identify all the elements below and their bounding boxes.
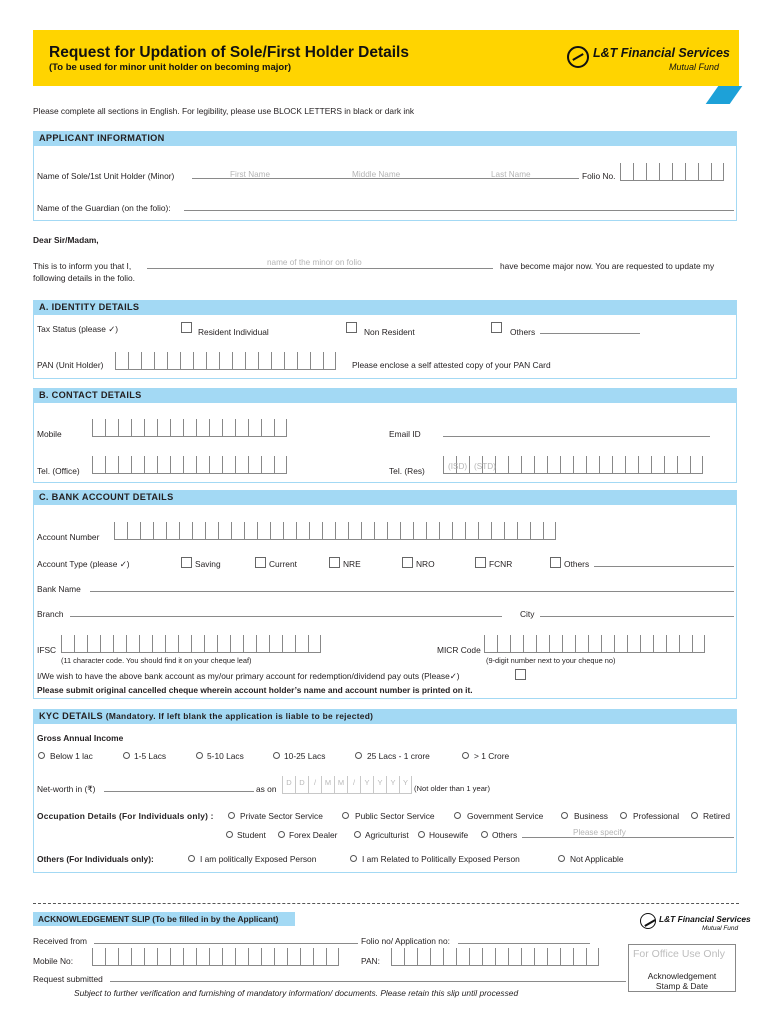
income-option-4: 10-25 Lacs (284, 751, 326, 761)
income-option-2: 1-5 Lacs (134, 751, 167, 761)
occupation-radio-forex[interactable] (278, 831, 285, 838)
bank-name-field[interactable] (90, 591, 734, 592)
nre-checkbox[interactable] (329, 557, 340, 568)
email-label: Email ID (389, 429, 421, 439)
occupation-radio-others[interactable] (481, 831, 488, 838)
applicant-heading: APPLICANT INFORMATION (33, 131, 737, 145)
bank-name-label: Bank Name (37, 584, 81, 594)
guardian-label: Name of the Guardian (on the folio): (37, 203, 171, 213)
received-from-field[interactable] (94, 943, 358, 944)
others-tax-checkbox[interactable] (491, 322, 502, 333)
pep-radio-3[interactable] (558, 855, 565, 862)
tel-res-label: Tel. (Res) (389, 466, 425, 476)
branch-field[interactable] (70, 616, 502, 617)
ack-pan-label: PAN: (361, 956, 380, 966)
inform-prefix: This is to inform you that I, (33, 261, 132, 271)
account-type-label: Account Type (please ✓) (37, 559, 130, 569)
folio-input[interactable] (620, 163, 724, 181)
primary-account-text: I/We wish to have the above bank account as my/our primary account for redemption/dividend pay outs (Please✓) (37, 671, 460, 681)
email-field[interactable] (443, 436, 710, 437)
pep-option-2: I am Related to Politically Exposed Person (362, 854, 520, 864)
date-hint: D (282, 776, 295, 794)
others-account-field[interactable] (594, 566, 734, 567)
income-radio-2[interactable] (123, 752, 130, 759)
folio-app-label: Folio no/ Application no: (361, 936, 450, 946)
mobile-label: Mobile (37, 429, 62, 439)
income-option-5: 25 Lacs - 1 crore (367, 751, 430, 761)
occupation-others: Others (492, 830, 518, 840)
folio-label: Folio No. (582, 171, 616, 181)
pan-label: PAN (Unit Holder) (37, 360, 104, 370)
income-option-3: 5-10 Lacs (207, 751, 244, 761)
occupation-retired: Retired (703, 811, 730, 821)
header-stripe (706, 86, 743, 104)
date-hint: Y (399, 776, 412, 794)
micr-note: (9-digit number next to your cheque no) (486, 656, 616, 665)
brand-sub: Mutual Fund (669, 62, 720, 72)
not-older-note: (Not older than 1 year) (414, 784, 490, 793)
others-account-checkbox[interactable] (550, 557, 561, 568)
ack-brand-name: L&T Financial Services (659, 914, 751, 924)
salutation: Dear Sir/Madam, (33, 235, 99, 245)
office-use-label: For Office Use Only (633, 948, 725, 960)
pan-input[interactable] (115, 352, 336, 370)
occupation-radio-public[interactable] (342, 812, 349, 819)
ack-brand-sub: Mutual Fund (702, 925, 739, 932)
std-hint: (STD) (474, 462, 496, 471)
tax-status-label: Tax Status (please ✓) (37, 324, 119, 334)
account-number-input[interactable] (114, 522, 556, 540)
form-subtitle: (To be used for minor unit holder on becoming major) (49, 62, 292, 73)
occupation-radio-student[interactable] (226, 831, 233, 838)
income-label: Gross Annual Income (37, 733, 124, 743)
ifsc-note: (11 character code. You should find it on your cheque leaf) (61, 656, 252, 665)
resident-checkbox[interactable] (181, 322, 192, 333)
account-number-label: Account Number (37, 532, 100, 542)
request-submitted-label: Request submitted (33, 974, 103, 984)
identity-heading: A. IDENTITY DETAILS (33, 300, 737, 314)
first-name-hint: First Name (230, 170, 271, 179)
stamp-label: Acknowledgement (647, 971, 717, 981)
occupation-radio-private[interactable] (228, 812, 235, 819)
occupation-others-field[interactable] (522, 837, 734, 838)
form-title: Request for Updation of Sole/First Holder Details (49, 44, 409, 61)
income-radio-6[interactable] (462, 752, 469, 759)
nro-checkbox[interactable] (402, 557, 413, 568)
brand-name: L&T Financial Services (593, 46, 730, 60)
income-option-6: > 1 Crore (474, 751, 510, 761)
kyc-heading: KYC DETAILS (39, 711, 103, 721)
date-hint: M (321, 776, 334, 794)
occupation-business: Business (574, 811, 608, 821)
ack-pan-input[interactable] (391, 948, 599, 966)
as-on-label: as on (256, 784, 277, 794)
occupation-radio-government[interactable] (454, 812, 461, 819)
ack-lt-logo-icon (640, 913, 656, 929)
nro-label: NRO (416, 559, 435, 569)
lt-logo-icon (567, 46, 589, 68)
ifsc-label: IFSC (37, 645, 57, 655)
occupation-housewife: Housewife (429, 830, 469, 840)
pep-radio-2[interactable] (350, 855, 357, 862)
non-resident-label: Non Resident (364, 327, 415, 337)
income-radio-1[interactable] (38, 752, 45, 759)
income-radio-4[interactable] (273, 752, 280, 759)
current-checkbox[interactable] (255, 557, 266, 568)
occupation-private: Private Sector Service (240, 811, 323, 821)
stamp-date-label: Stamp & Date (655, 981, 709, 991)
instructions-text: Please complete all sections in English. For legibility, please use BLOCK LETTERS in black or dark ink (33, 106, 415, 116)
occupation-radio-agriculturist[interactable] (354, 831, 361, 838)
request-submitted-field[interactable] (110, 981, 626, 982)
minor-name-label: Name of Sole/1st Unit Holder (Minor) (37, 171, 175, 181)
date-hint: D (295, 776, 308, 794)
cheque-note: Please submit original cancelled cheque wherein account holder’s name and account number is printed on it. (37, 685, 473, 695)
networth-field[interactable] (104, 791, 254, 792)
branch-label: Branch (37, 609, 64, 619)
non-resident-checkbox[interactable] (346, 322, 357, 333)
received-from-label: Received from (33, 936, 87, 946)
city-field[interactable] (540, 616, 734, 617)
inform-suffix: have become major now. You are requested to update my (500, 261, 715, 271)
micr-input[interactable] (484, 635, 705, 653)
occupation-forex: Forex Dealer (289, 830, 338, 840)
others-tax-field[interactable] (540, 333, 640, 334)
ack-heading: ACKNOWLEDGEMENT SLIP (To be filled in by the Applicant) (33, 912, 295, 926)
networth-label: Net-worth in (₹) (37, 784, 96, 794)
occupation-professional: Professional (633, 811, 680, 821)
minor-name-hint: name of the minor on folio (267, 258, 362, 267)
occupation-agriculturist: Agriculturist (365, 830, 409, 840)
date-hint: M (334, 776, 347, 794)
contact-heading: B. CONTACT DETAILS (33, 388, 737, 402)
ack-mobile-label: Mobile No: (33, 956, 74, 966)
bank-heading: C. BANK ACCOUNT DETAILS (33, 490, 737, 504)
kyc-heading-bar (33, 709, 737, 723)
form-header (33, 30, 739, 86)
occupation-radio-professional[interactable] (620, 812, 627, 819)
pep-radio-1[interactable] (188, 855, 195, 862)
ack-footer: Subject to further verification and furnishing of mandatory information/ documents. Please retain this slip until processed (74, 988, 519, 998)
networth-date-input[interactable] (282, 776, 412, 794)
micr-label: MICR Code (437, 645, 481, 655)
occupation-government: Government Service (467, 811, 544, 821)
middle-name-hint: Middle Name (352, 170, 401, 179)
pep-option-1: I am politically Exposed Person (200, 854, 317, 864)
occupation-label: Occupation Details (For Individuals only) : (37, 811, 214, 821)
saving-label: Saving (195, 559, 221, 569)
cut-line (33, 903, 739, 904)
occupation-student: Student (237, 830, 266, 840)
occupation-radio-business[interactable] (561, 812, 568, 819)
mobile-input[interactable] (92, 419, 287, 437)
saving-checkbox[interactable] (181, 557, 192, 568)
date-hint: / (347, 776, 360, 794)
income-radio-3[interactable] (196, 752, 203, 759)
date-hint: Y (386, 776, 399, 794)
pan-note: Please enclose a self attested copy of your PAN Card (352, 360, 551, 370)
kyc-heading-note: (Mandatory. If left blank the application is liable to be rejected) (105, 711, 374, 721)
inform-line2: following details in the folio. (33, 273, 135, 283)
ifsc-input[interactable] (61, 635, 321, 653)
please-specify-hint: Please specify (573, 828, 626, 837)
folio-app-field[interactable] (458, 943, 590, 944)
income-option-1: Below 1 lac (50, 751, 93, 761)
pep-option-3: Not Applicable (570, 854, 624, 864)
current-label: Current (269, 559, 297, 569)
resident-label: Resident Individual (198, 327, 269, 337)
office-use-box (628, 944, 736, 992)
date-hint: / (308, 776, 321, 794)
isd-hint: (ISD) (448, 462, 468, 471)
tel-office-input[interactable] (92, 456, 287, 474)
date-hint: Y (373, 776, 386, 794)
guardian-field[interactable] (184, 210, 734, 211)
last-name-hint: Last Name (491, 170, 531, 179)
occupation-public: Public Sector Service (355, 811, 435, 821)
others-account-label: Others (564, 559, 590, 569)
occupation-radio-retired[interactable] (691, 812, 698, 819)
fcnr-label: FCNR (489, 559, 513, 569)
minor-folio-name-field[interactable] (147, 268, 493, 269)
primary-account-checkbox[interactable] (515, 669, 526, 680)
others-individuals-label: Others (For Individuals only): (37, 854, 154, 864)
kyc-box (33, 723, 737, 873)
ack-mobile-input[interactable] (92, 948, 339, 966)
occupation-radio-housewife[interactable] (418, 831, 425, 838)
income-radio-5[interactable] (355, 752, 362, 759)
others-tax-label: Others (510, 327, 536, 337)
nre-label: NRE (343, 559, 361, 569)
tel-office-label: Tel. (Office) (37, 466, 80, 476)
city-label: City (520, 609, 535, 619)
date-hint: Y (360, 776, 373, 794)
fcnr-checkbox[interactable] (475, 557, 486, 568)
